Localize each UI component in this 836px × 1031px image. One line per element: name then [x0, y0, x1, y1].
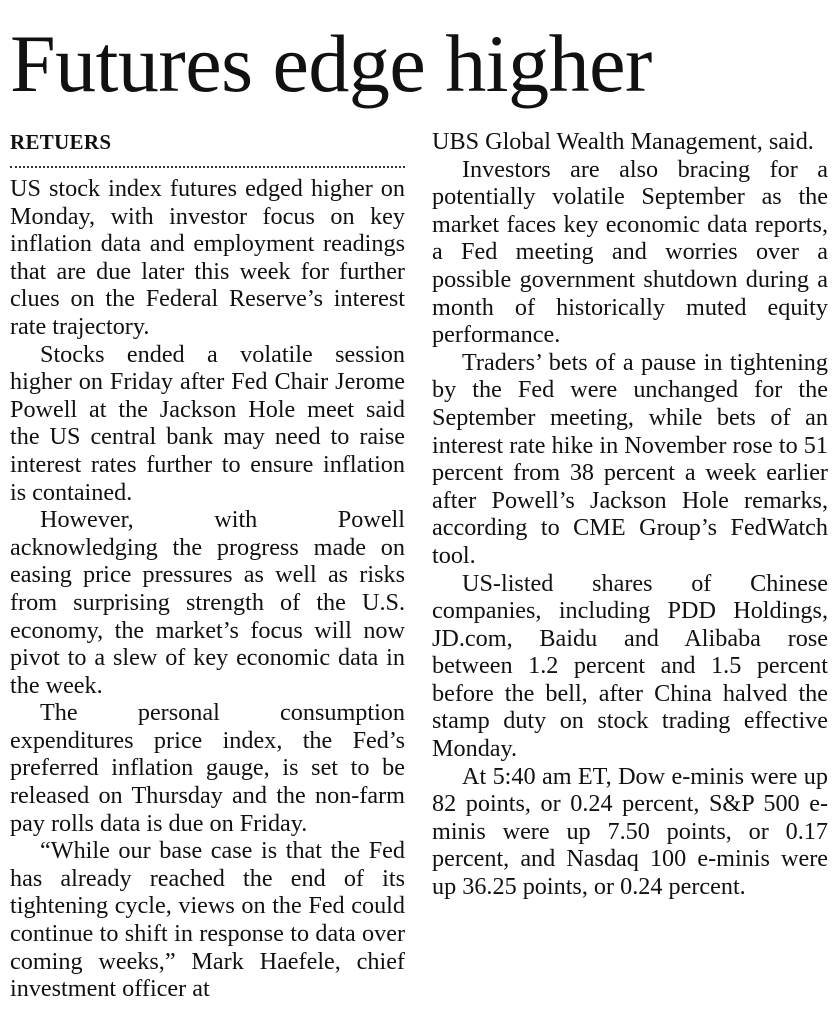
paragraph: The personal consumption expenditures price index, the Fed’s preferred inflation gauge, is set to be released on Thursday and the non-farm pay rolls data is due on Friday. [10, 699, 405, 837]
paragraph: Stocks ended a volatile session higher on Friday after Fed Chair Jerome Powell at the Jackson Hole meet said the US central bank may need to raise interest rates further to ensure inflation is contained. [10, 340, 405, 506]
paragraph: US-listed shares of Chinese companies, including PDD Holdings, JD.com, Baidu and Alibaba rose between 1.2 percent and 1.5 percent before the bell, after China halved the stamp duty on stock trading effective Monday. [432, 569, 828, 763]
paragraph: At 5:40 am ET, Dow e-minis were up 82 points, or 0.24 percent, S&P 500 e-minis were up 7.50 points, or 0.17 percent, and Nasdaq 100 e-minis were up 36.25 points, or 0.24 percent. [432, 762, 828, 901]
headline: Futures edge higher [10, 18, 652, 109]
paragraph: However, with Powell acknowledging the progress made on easing price pressures as well as risks from surprising strength of the U.S. economy, the market’s focus will now pivot to a slew of key economic data in the week. [10, 506, 405, 699]
left-column [10, 128, 405, 1003]
right-column [432, 128, 828, 901]
byline-divider [10, 166, 405, 168]
paragraph: US stock index futures edged higher on Monday, with investor focus on key inflation data and employment readings that are due later this week for further clues on the Federal Reserve’s interest rate trajectory. [10, 175, 405, 340]
paragraph: Traders’ bets of a pause in tightening by the Fed were unchanged for the September meeting, while bets of an interest rate hike in November rose to 51 percent from 38 percent a week earlier after Powell’s Jackson Hole remarks, according to CME Group’s FedWatch tool. [432, 348, 828, 569]
paragraph: “While our base case is that the Fed has already reached the end of its tightening cycle, views on the Fed could continue to shift in response to data over coming weeks,” Mark Haefele, chief investment officer at [10, 837, 405, 1003]
byline: RETUERS [10, 130, 112, 154]
paragraph: Investors are also bracing for a potentially volatile September as the market faces key economic data reports, a Fed meeting and worries over a possible government shutdown during a month of historically muted equity performance. [432, 155, 828, 349]
paragraph-continued: UBS Global Wealth Management, said. [432, 128, 814, 155]
